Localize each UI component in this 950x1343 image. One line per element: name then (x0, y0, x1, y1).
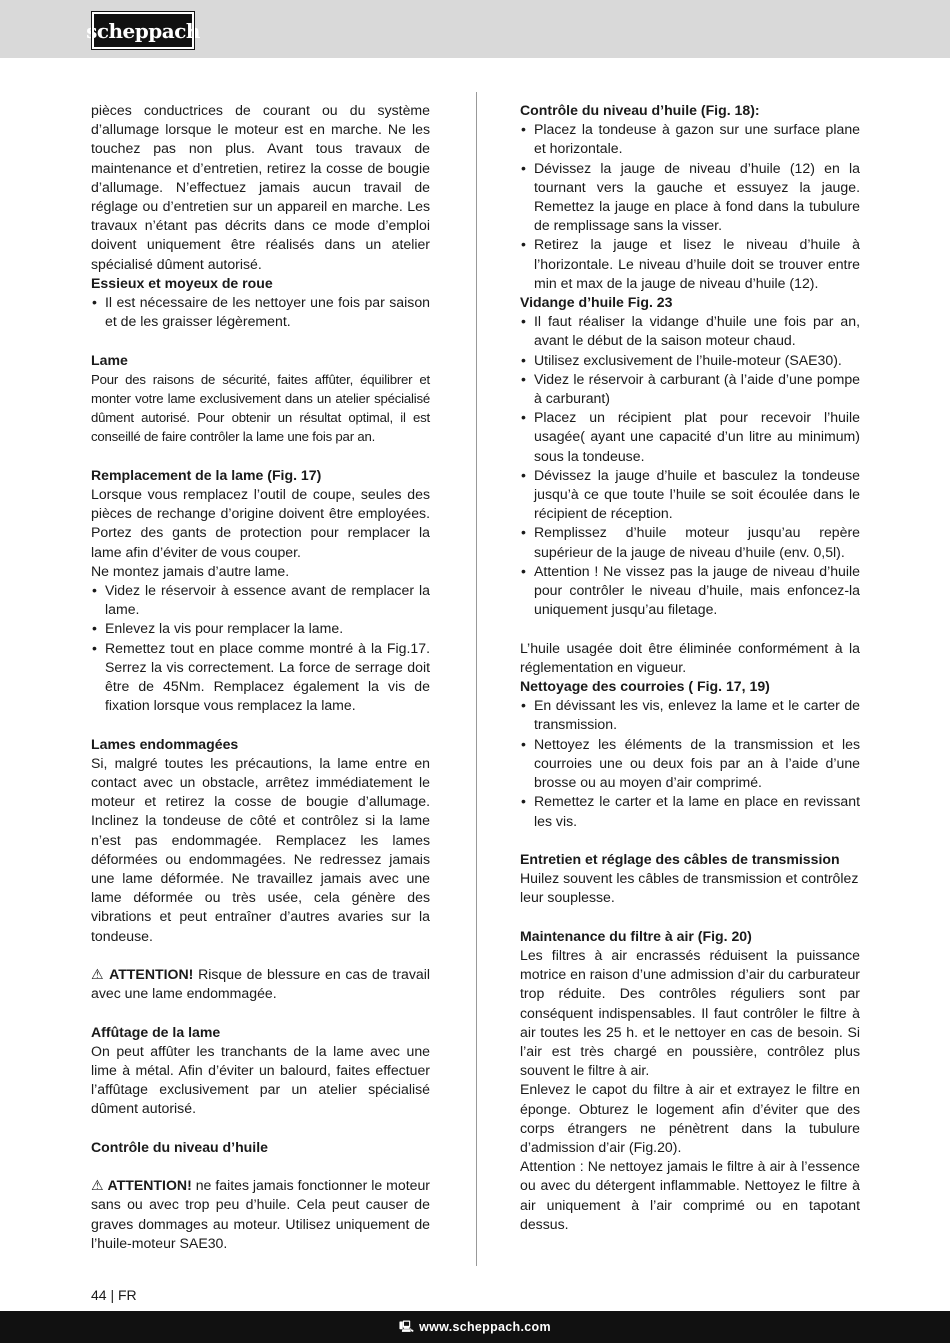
blade-paragraph: Pour des raisons de sécurité, faites affûter, équilibrer et monter votre lame exclusivement dans un atelier spécialisé dûment autorisé. Pour obtenir un résultat optimal, il est conseillé de faire contrôler la lame une fois par an. (91, 371, 430, 445)
sharpen-heading: Affûtage de la lame (91, 1023, 221, 1040)
filter-paragraph: Les filtres à air encrassés réduisent la puissance motrice en raison d’une admission d’air du carburateur trop réduite. Des contrôles réguliers sont par conséquent indispensables. Il faut contrôler le filtre à air toutes les 25 h. et le nettoyer en cas de besoin. Si l’air est très chargé en poussière, contrôlez plus souvent le filtre à air. (520, 946, 860, 1079)
used-oil-paragraph: L’huile usagée doit être éliminée conformément à la réglementation en vigueur. (520, 639, 860, 675)
axles-list (91, 293, 430, 331)
warning-oil (91, 1176, 430, 1253)
filter-paragraph: Attention : Ne nettoyez jamais le filtre à air à l’essence ou avec du détergent inflammable. Nettoyez le filtre à air uniquement à l’air comprimé ou en tapotant dessus. (520, 1158, 860, 1232)
list-item: • Nettoyez les éléments de la transmission et les courroies une ou deux fois par an à l’aide d’une brosse ou au moyen d’air comprimé. (520, 735, 860, 793)
warning-label: ATTENTION! (109, 966, 194, 983)
scheppach-logo: scheppach (92, 12, 194, 49)
monitor-icon: 🖳 (399, 1320, 415, 1333)
list-item: • Placez la tondeuse à gazon sur une surface plane et horizontale. (520, 120, 860, 158)
sharpen-paragraph: On peut affûter les tranchants de la lame avec une lime à métal. Afin d’éviter un balourd, faites effectuer l’affûtage exclusivement par un atelier spécialisé dûment autorisé. (91, 1042, 430, 1117)
replace-list (91, 581, 430, 715)
warning-text: Risque de blessure en cas de travail avec une lame endommagée. (91, 966, 430, 1002)
list-item: • Utilisez exclusivement de l’huile-moteur (SAE30). (520, 351, 860, 370)
list-item: • Enlevez la vis pour remplacer la lame. (91, 619, 430, 638)
cables-paragraph: Huilez souvent les câbles de transmission et contrôlez leur souplesse. (520, 870, 859, 906)
page-header (0, 0, 950, 58)
replace-paragraph: Lorsque vous remplacez l’outil de coupe, seules des pièces de rechange d’origine doivent être employées. Portez des gants de protection pour remplacer la lame afin d’éviter de vous couper. (91, 486, 430, 560)
cables-heading: Entretien et réglage des câbles de transmission (520, 850, 840, 867)
warning-blade (91, 965, 430, 1003)
list-item: • Remettez tout en place comme montré à la Fig.17. Serrez la vis correctement. La force de serrage doit être de 45Nm. Remplacez également la vis de fixation lorsque vous remplacez la lame. (91, 639, 430, 716)
list-item: • Retirez la jauge et lisez le niveau d’huile à l’horizontale. Le niveau d’huile doit se trouver entre min et max de la jauge de niveau d’huile (12). (520, 235, 860, 293)
drain-heading: Vidange d’huile Fig. 23 (520, 294, 673, 311)
warning-icon: ⚠ (91, 966, 105, 983)
footer-link[interactable] (0, 1311, 950, 1343)
drain-list (520, 312, 860, 619)
list-item: • Dévissez la jauge de niveau d’huile (12) en la tournant vers la gauche et essuyez la jauge. Remettez la jauge en place à fond dans la tubulure de remplissage sans la visser. (520, 159, 860, 236)
right-column (520, 101, 860, 1234)
filter-heading: Maintenance du filtre à air (Fig. 20) (520, 927, 752, 944)
belts-list (520, 696, 860, 830)
belts-heading: Nettoyage des courroies ( Fig. 17, 19) (520, 678, 770, 695)
intro-paragraph: pièces conductrices de courant ou du système d’allumage lorsque le moteur est en marche. Ne les touchez pas non plus. Avant tous travaux de maintenance et d’entretien, retirez la cosse de bougie d’allumage. N’effectuez jamais aucun travail de réglage ou d’entretien sur un appareil en marche. Les travaux n’étant pas décrits dans ce mode d’emploi doivent uniquement être réalisés dans un atelier spécialisé dûment autorisé. (91, 102, 430, 272)
replace-note: Ne montez jamais d’autre lame. (91, 562, 290, 579)
list-item: • Remettez le carter et la lame en place en revissant les vis. (520, 792, 860, 830)
list-item: • Il est nécessaire de les nettoyer une fois par saison et de les graisser légèrement. (91, 293, 430, 331)
list-item: • En dévissant les vis, enlevez la lame et le carter de transmission. (520, 696, 860, 734)
blade-heading: Lame (91, 351, 128, 368)
list-item: • Remplissez d’huile moteur jusqu’au repère supérieur de la jauge de niveau d’huile (env. 0,5l). (520, 523, 860, 561)
damaged-heading: Lames endommagées (91, 735, 239, 752)
oil-heading: Contrôle du niveau d’huile (91, 1138, 268, 1155)
warning-icon: ⚠ (91, 1177, 104, 1194)
replace-heading: Remplacement de la lame (Fig. 17) (91, 466, 322, 483)
list-item: • Placez un récipient plat pour recevoir l’huile usagée( ayant une capacité d’un litre au minimum) sous la tondeuse. (520, 408, 860, 466)
axles-heading: Essieux et moyeux de roue (91, 274, 273, 291)
column-divider (476, 92, 477, 1266)
list-item: • Il faut réaliser la vidange d’huile une fois par an, avant le début de la saison moteur chaud. (520, 312, 860, 350)
left-column (91, 101, 430, 1253)
damaged-paragraph: Si, malgré toutes les précautions, la lame entre en contact avec un obstacle, arrêtez immédiatement le moteur et retirez la cosse de bougie d’allumage. Inclinez la tondeuse de côté et contrôlez si la lame n’est pas endommagée. Remplacez les lames déformées ou endommagées. Ne redressez jamais une lame déformée. Ne travaillez jamais avec une lame déformée ou très usée, cela génère des vibrations et peut entraîner d’autres avaries sur la tondeuse. (91, 754, 430, 944)
warning-text: ne faites jamais fonctionner le moteur sans ou avec trop peu d’huile. Cela peut causer de graves dommages au moteur. Utilisez uniquement de l’huile-moteur SAE30. (91, 1177, 430, 1251)
filter-paragraph: Enlevez le capot du filtre à air et extrayez le filtre en éponge. Obturez le logement afin d’éviter que des corps étrangers ne pénètrent dans la tubulure d’admission d’air (Fig.20). (520, 1081, 860, 1155)
warning-label: ATTENTION! (107, 1177, 192, 1194)
list-item: • Dévissez la jauge d’huile et basculez la tondeuse jusqu’à ce que toute l’huile se soit écoulée dans le récipient de réception. (520, 466, 860, 524)
list-item: • Videz le réservoir à carburant (à l’aide d’une pompe à carburant) (520, 370, 860, 408)
page-number: 44 | FR (91, 1287, 137, 1303)
oil-check-list (520, 120, 860, 293)
oil-check-heading: Contrôle du niveau d’huile (Fig. 18): (520, 102, 760, 118)
website-url[interactable]: www.scheppach.com (419, 1320, 551, 1334)
list-item: • Attention ! Ne vissez pas la jauge de niveau d’huile pour contrôler le niveau d’huile, mais enfoncez-la uniquement jusqu’au filetage. (520, 562, 860, 620)
list-item: • Videz le réservoir à essence avant de remplacer la lame. (91, 581, 430, 619)
